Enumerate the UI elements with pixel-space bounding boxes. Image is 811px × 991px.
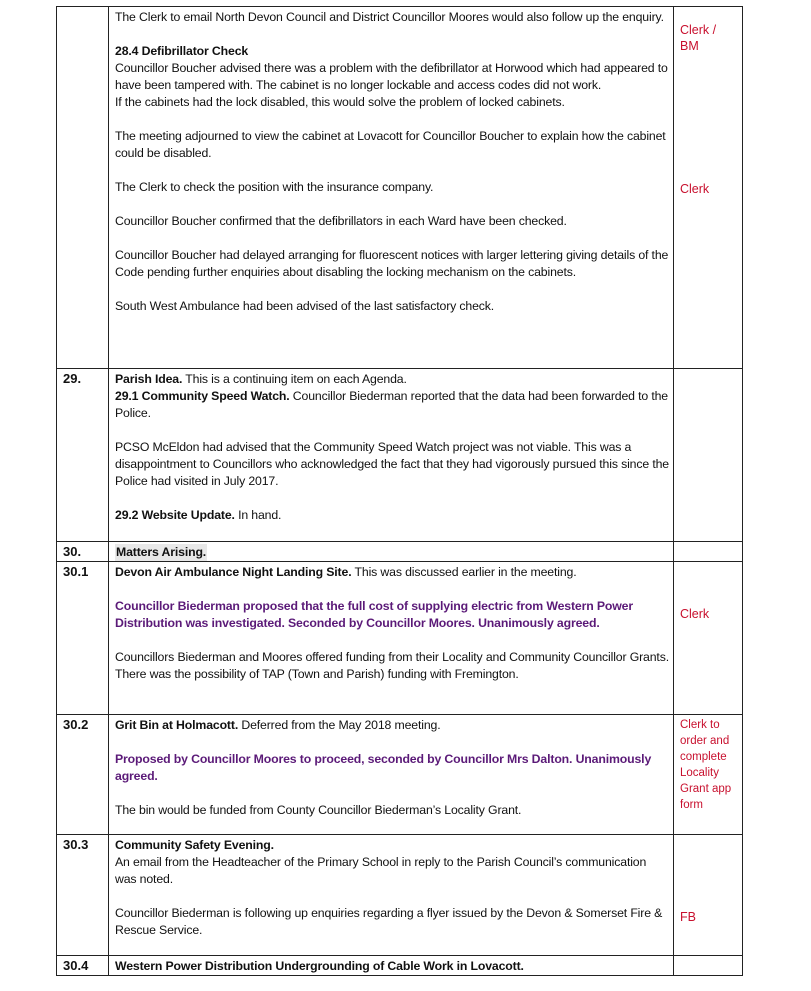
paragraph: 29.2 Website Update. In hand. <box>115 508 282 522</box>
item-heading: Community Safety Evening. <box>115 838 274 852</box>
action-cell <box>674 835 743 956</box>
paragraph: PCSO McEldon had advised that the Community Speed Watch project was not viable. This was a disappointment to Councillors who acknowledged the fact that they had vigorously pursued this since the Police had visited in July 2017. <box>115 440 669 488</box>
table-row <box>57 715 743 835</box>
minutes-table <box>56 6 743 976</box>
action-cell <box>674 369 743 542</box>
subheading: 28.4 Defibrillator Check <box>115 44 249 58</box>
paragraph: Councillor Biederman is following up enquiries regarding a flyer issued by the Devon & Somerset Fire & Rescue Service. <box>115 906 663 937</box>
item-body <box>109 956 674 976</box>
action-cell <box>674 562 743 715</box>
item-body <box>109 7 674 369</box>
item-body <box>109 715 674 835</box>
item-body <box>109 369 674 542</box>
table-row <box>57 369 743 542</box>
paragraph: Councillor Boucher advised there was a problem with the defibrillator at Horwood which had appeared to have been tampered with. The cabinet is no longer lockable and access codes did not work. <box>115 61 668 92</box>
item-number: 30.4 <box>57 956 109 976</box>
resolution-text: Proposed by Councillor Moores to proceed, seconded by Councillor Mrs Dalton. Unanimously agreed. <box>115 752 652 783</box>
item-number: 30.1 <box>57 562 109 715</box>
item-number: 30.2 <box>57 715 109 835</box>
action-text: Clerk to order and complete Locality Grant app form <box>680 719 732 811</box>
table-row <box>57 956 743 976</box>
item-number: 30.3 <box>57 835 109 956</box>
item-number: 29. <box>57 369 109 542</box>
table-row <box>57 7 743 369</box>
paragraph: The bin would be funded from County Councillor Biederman’s Locality Grant. <box>115 803 522 817</box>
paragraph: 29.1 Community Speed Watch. Councillor Biederman reported that the data had been forwarded to the Police. <box>115 389 668 420</box>
item-heading: Western Power Distribution Undergrounding of Cable Work in Lovacott. <box>115 959 524 973</box>
table-row <box>57 835 743 956</box>
action-cell <box>674 7 743 369</box>
paragraph: An email from the Headteacher of the Primary School in reply to the Parish Council’s communication was noted. <box>115 855 647 886</box>
paragraph: If the cabinets had the lock disabled, this would solve the problem of locked cabinets. <box>115 95 565 109</box>
action-cell <box>674 542 743 562</box>
resolution-text: Councillor Biederman proposed that the full cost of supplying electric from Western Power Distribution was investigated. Seconded by Councillor Moores. Unanimously agreed. <box>115 599 633 630</box>
paragraph: Councillor Boucher had delayed arranging for fluorescent notices with larger lettering giving details of the Code pending further enquiries about disabling the locking mechanism on the cabinets. <box>115 248 669 279</box>
item-heading: Parish Idea. This is a continuing item on each Agenda. <box>115 372 407 386</box>
item-number <box>57 7 109 369</box>
paragraph: The meeting adjourned to view the cabinet at Lovacott for Councillor Boucher to explain how the cabinet could be disabled. <box>115 129 666 160</box>
action-text: Clerk <box>680 607 710 621</box>
paragraph: South West Ambulance had been advised of the last satisfactory check. <box>115 299 495 313</box>
item-body <box>109 562 674 715</box>
item-number: 30. <box>57 542 109 562</box>
table-row <box>57 542 743 562</box>
table-row <box>57 562 743 715</box>
item-body <box>109 542 674 562</box>
item-heading: Matters Arising. <box>116 545 207 559</box>
action-cell <box>674 715 743 835</box>
item-heading: Devon Air Ambulance Night Landing Site. This was discussed earlier in the meeting. <box>115 565 577 579</box>
item-heading: Grit Bin at Holmacott. Deferred from the May 2018 meeting. <box>115 718 441 732</box>
item-body <box>109 835 674 956</box>
action-text: Clerk / BM <box>680 23 717 53</box>
paragraph: Councillor Boucher confirmed that the defibrillators in each Ward have been checked. <box>115 214 567 228</box>
action-text: FB <box>680 910 696 924</box>
paragraph: There was the possibility of TAP (Town and Parish) funding with Fremington. <box>115 667 519 681</box>
action-cell <box>674 956 743 976</box>
minutes-document <box>56 6 742 976</box>
paragraph: The Clerk to check the position with the insurance company. <box>115 180 434 194</box>
action-text: Clerk <box>680 182 710 196</box>
paragraph: The Clerk to email North Devon Council and District Councillor Moores would also follow up the enquiry. <box>115 10 664 24</box>
paragraph: Councillors Biederman and Moores offered funding from their Locality and Community Councillor Grants. <box>115 650 669 664</box>
